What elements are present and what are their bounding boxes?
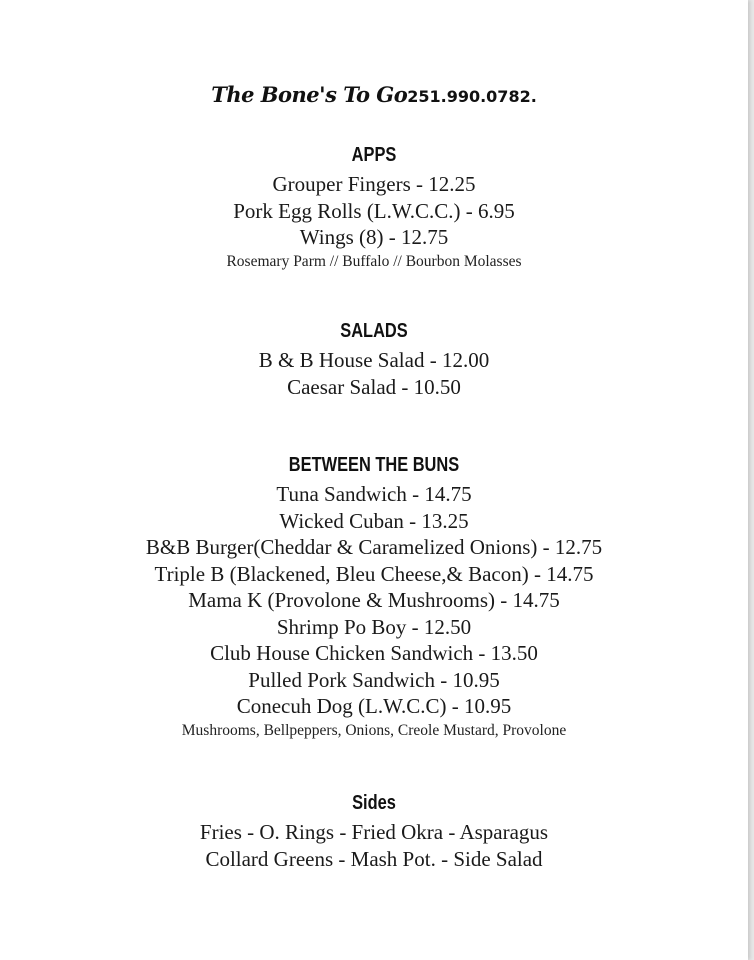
section-title-salads: SALADS [340,320,408,342]
section-title-sides: Sides [352,792,396,814]
menu-item: Triple B (Blackened, Bleu Cheese,& Bacon) - 14.75 [154,561,594,586]
phone-number: 251.990.0782. [407,87,537,106]
section-between-the-buns [0,452,748,742]
menu-item: Pulled Pork Sandwich - 10.95 [248,667,500,692]
menu-item: Fries - O. Rings - Fried Okra - Asparagus [199,820,549,844]
menu-item: Wings (8) - 12.75 [299,225,449,249]
menu-item: Pork Egg Rolls (L.W.C.C.) - 6.95 [233,198,515,223]
menu-item: Grouper Fingers - 12.25 [272,172,476,196]
section-salads [0,318,748,400]
section-apps [0,142,748,273]
section-title-apps: APPS [351,144,397,166]
menu-item: Shrimp Po Boy - 12.50 [276,614,472,639]
menu-item: Tuna Sandwich - 14.75 [276,482,472,506]
menu-item: Conecuh Dog (L.W.C.C) - 10.95 [236,694,512,718]
wing-flavors-note: Rosemary Parm // Buffalo // Bourbon Molasses [226,252,522,270]
menu-item: Wicked Cuban - 13.25 [279,508,469,533]
menu-item: B&B Burger(Cheddar & Caramelized Onions) - 12.75 [145,535,603,559]
menu-item: Mama K (Provolone & Mushrooms) - 14.75 [188,588,560,612]
section-sides [0,790,748,872]
menu-item: Club House Chicken Sandwich - 13.50 [210,641,538,665]
menu-item: Collard Greens - Mash Pot. - Side Salad [205,846,543,871]
menu-item: Caesar Salad - 10.50 [287,374,461,399]
menu-header [0,82,748,107]
restaurant-name: The Bone's To Go [211,82,408,107]
section-title-buns: BETWEEN THE BUNS [288,454,460,476]
dog-toppings-note: Mushrooms, Bellpeppers, Onions, Creole Mustard, Provolone [181,721,567,739]
menu-item: B & B House Salad - 12.00 [258,348,490,372]
